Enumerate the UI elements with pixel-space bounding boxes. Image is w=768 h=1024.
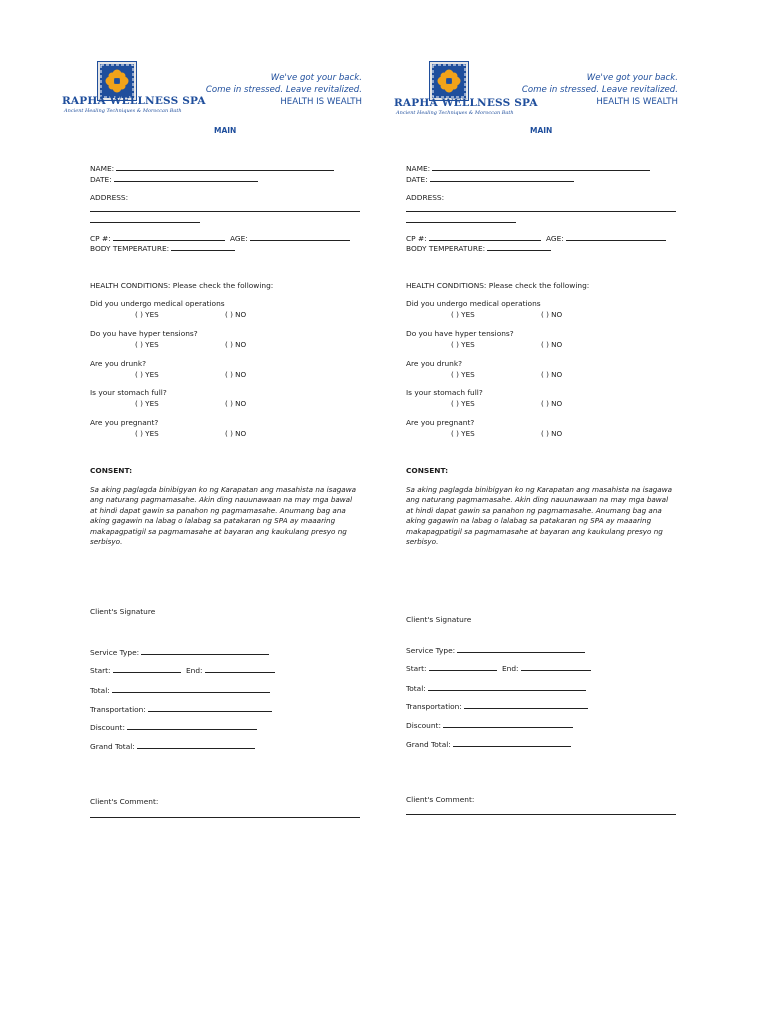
grand-total-field[interactable]: [406, 739, 571, 750]
end-field[interactable]: [502, 663, 591, 674]
cp-label: CP #:: [406, 234, 427, 243]
left-form: [62, 0, 362, 1024]
name-label: NAME:: [406, 164, 431, 173]
service-type-field[interactable]: [406, 645, 585, 656]
flower-logo-icon: [432, 64, 466, 98]
consent-text: Sa aking paglagda binibigyan ko ng Karapatan ang masahista na isagawa ang naturang pagmamasahe. Akin ding nauunawaan na may mga bawal at hindi dapat gawin sa panahon ng pagmamasahe. Anumang bag ana aking gagawin na labag o lalabag sa patakaran ng SPA ay maaaring makapagpatigil sa pagmamasahe at bayaran ang kaukulang presyo ng serbisyo.: [406, 485, 672, 547]
no-option[interactable]: ( ) NO: [541, 340, 563, 349]
total-label: Total:: [90, 686, 110, 695]
grand-total-field[interactable]: [90, 741, 255, 752]
age-label: AGE:: [230, 234, 248, 243]
address-line-1[interactable]: [90, 211, 360, 212]
yes-option[interactable]: ( ) YES: [135, 370, 159, 379]
comment-line[interactable]: [406, 814, 676, 815]
transportation-field[interactable]: [406, 701, 588, 712]
service-type-label: Service Type:: [406, 646, 456, 655]
tagline-2: Come in stressed. Leave revitalized.: [521, 85, 678, 95]
yes-option[interactable]: ( ) YES: [451, 399, 475, 408]
end-label: End:: [186, 666, 203, 675]
yes-option[interactable]: ( ) YES: [135, 310, 159, 319]
no-option[interactable]: ( ) NO: [225, 399, 247, 408]
end-label: End:: [502, 664, 519, 673]
name-label: NAME:: [90, 164, 115, 173]
tagline-1: We've got your back.: [270, 73, 362, 83]
start-label: Start:: [406, 664, 427, 673]
start-label: Start:: [90, 666, 111, 675]
question-drunk: Are you drunk?: [90, 359, 147, 368]
question-operations: Did you undergo medical operations: [406, 299, 541, 308]
right-form: [378, 0, 678, 1024]
discount-field[interactable]: [90, 722, 257, 733]
grand-total-label: Grand Total:: [406, 740, 451, 749]
consent-text: Sa aking paglagda binibigyan ko ng Karapatan ang masahista na isagawa ang naturang pagmamasahe. Akin ding nauunawaan na may mga bawal at hindi dapat gawin sa panahon ng pagmamasahe. Anumang bag ana aking gagawin na labag o lalabag sa patakaran ng SPA ay maaaring makapagpatigil sa pagmamasahe at bayaran ang kaukulang presyo ng serbisyo.: [90, 485, 356, 547]
age-field[interactable]: [546, 233, 666, 244]
no-option[interactable]: ( ) NO: [225, 310, 247, 319]
body-temp-label: BODY TEMPERATURE:: [406, 244, 486, 253]
signature-label: Client's Signature: [406, 615, 472, 624]
question-operations: Did you undergo medical operations: [90, 299, 225, 308]
brand-subtitle: Ancient Healing Techniques & Moroccan Bath: [64, 108, 182, 114]
grand-total-label: Grand Total:: [90, 742, 135, 751]
main-label: MAIN: [530, 126, 553, 135]
yes-option[interactable]: ( ) YES: [451, 340, 475, 349]
age-label: AGE:: [546, 234, 564, 243]
start-field[interactable]: [406, 663, 497, 674]
tagline-3: HEALTH IS WEALTH: [596, 97, 678, 107]
logo: [430, 62, 468, 100]
no-option[interactable]: ( ) NO: [225, 340, 247, 349]
transportation-field[interactable]: [90, 704, 272, 715]
no-option[interactable]: ( ) NO: [225, 429, 247, 438]
yes-option[interactable]: ( ) YES: [135, 399, 159, 408]
comment-line[interactable]: [90, 817, 360, 818]
health-heading: HEALTH CONDITIONS: Please check the following:: [90, 281, 274, 290]
tagline-3: HEALTH IS WEALTH: [280, 97, 362, 107]
no-option[interactable]: ( ) NO: [541, 370, 563, 379]
date-field[interactable]: [406, 174, 574, 185]
question-hypertension: Do you have hyper tensions?: [90, 329, 198, 338]
date-field[interactable]: [90, 174, 258, 185]
question-drunk: Are you drunk?: [406, 359, 463, 368]
tagline-2: Come in stressed. Leave revitalized.: [205, 85, 362, 95]
yes-option[interactable]: ( ) YES: [135, 429, 159, 438]
age-field[interactable]: [230, 233, 350, 244]
cp-label: CP #:: [90, 234, 111, 243]
body-temp-field[interactable]: [90, 243, 235, 254]
service-type-field[interactable]: [90, 647, 269, 658]
consent-heading: CONSENT:: [90, 466, 133, 475]
consent-heading: CONSENT:: [406, 466, 449, 475]
service-type-label: Service Type:: [90, 648, 140, 657]
question-hypertension: Do you have hyper tensions?: [406, 329, 514, 338]
body-temp-label: BODY TEMPERATURE:: [90, 244, 170, 253]
transportation-label: Transportation:: [406, 702, 462, 711]
discount-label: Discount:: [90, 723, 125, 732]
discount-label: Discount:: [406, 721, 441, 730]
main-label: MAIN: [214, 126, 237, 135]
question-stomach: Is your stomach full?: [406, 388, 483, 397]
brand-subtitle: Ancient Healing Techniques & Moroccan Bath: [396, 110, 514, 116]
date-label: DATE:: [90, 175, 112, 184]
flower-logo-icon: [100, 64, 134, 98]
brand-name: RAPHA WELLNESS SPA: [62, 95, 206, 107]
yes-option[interactable]: ( ) YES: [451, 429, 475, 438]
question-pregnant: Are you pregnant?: [406, 418, 475, 427]
body-temp-field[interactable]: [406, 243, 551, 254]
tagline-1: We've got your back.: [586, 73, 678, 83]
address-label: ADDRESS:: [90, 193, 129, 202]
question-pregnant: Are you pregnant?: [90, 418, 159, 427]
signature-label: Client's Signature: [90, 607, 156, 616]
brand-name: RAPHA WELLNESS SPA: [394, 97, 538, 109]
address-label: ADDRESS:: [406, 193, 445, 202]
comment-label: Client's Comment:: [90, 797, 159, 806]
no-option[interactable]: ( ) NO: [225, 370, 247, 379]
start-field[interactable]: [90, 665, 181, 676]
yes-option[interactable]: ( ) YES: [451, 370, 475, 379]
no-option[interactable]: ( ) NO: [541, 429, 563, 438]
health-heading: HEALTH CONDITIONS: Please check the following:: [406, 281, 590, 290]
no-option[interactable]: ( ) NO: [541, 399, 563, 408]
discount-field[interactable]: [406, 720, 573, 731]
yes-option[interactable]: ( ) YES: [451, 310, 475, 319]
address-line-2[interactable]: [90, 222, 200, 223]
total-field[interactable]: [406, 683, 586, 694]
no-option[interactable]: ( ) NO: [541, 310, 563, 319]
question-stomach: Is your stomach full?: [90, 388, 167, 397]
comment-label: Client's Comment:: [406, 795, 475, 804]
date-label: DATE:: [406, 175, 428, 184]
yes-option[interactable]: ( ) YES: [135, 340, 159, 349]
transportation-label: Transportation:: [90, 705, 146, 714]
total-label: Total:: [406, 684, 426, 693]
end-field[interactable]: [186, 665, 275, 676]
address-line-1[interactable]: [406, 211, 676, 212]
name-field[interactable]: [90, 163, 334, 174]
address-line-2[interactable]: [406, 222, 516, 223]
name-field[interactable]: [406, 163, 650, 174]
total-field[interactable]: [90, 685, 270, 696]
